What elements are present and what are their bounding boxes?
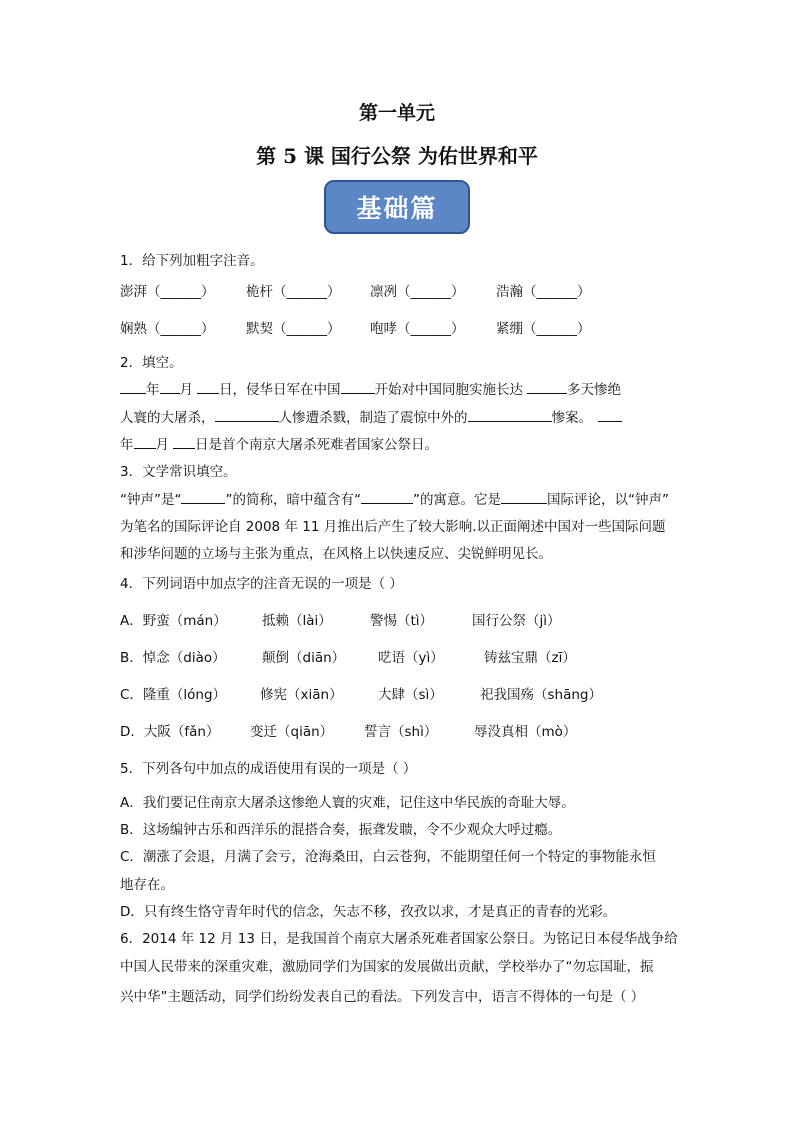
q3-text: ”的简称，暗中蕴含有“ <box>225 492 361 508</box>
q1-item: 桅杆（______） <box>246 284 341 300</box>
q4-option-a: A．野蛮（mán） <box>120 613 227 629</box>
q1-item: 咆哮（______） <box>370 321 465 337</box>
q4-option-d: 辱没真相（mò） <box>474 724 577 740</box>
q2-text: 惨案。 <box>551 410 592 426</box>
q4-option-d: 变迁（qiān） <box>250 724 334 740</box>
q6-line-2: 中国人民带来的深重灾难，激励同学们为国家的发展做出贡献，学校举办了“勿忘国耻，振 <box>120 959 654 975</box>
fill-blank[interactable] <box>527 379 567 394</box>
q5-option-c: C．潮涨了会退，月满了会亏，沧海桑田，白云苍狗，不能期望任何一个特定的事物能永恒 <box>120 849 656 865</box>
fill-blank[interactable] <box>501 489 547 504</box>
q2-line-3 <box>120 433 438 453</box>
q1-item: 紧绷（______） <box>496 321 591 337</box>
q2-text: 月 <box>179 382 193 398</box>
q3-text: “钟声”是“ <box>120 492 182 508</box>
fill-blank[interactable] <box>134 434 156 449</box>
q1-item: 澎湃（______） <box>120 284 215 300</box>
q5-option-d: D．只有终生恪守青年时代的信念，矢志不移，孜孜以求，才是真正的青春的光彩。 <box>120 904 617 920</box>
q3-stem: 3．文学常识填空。 <box>120 464 237 480</box>
q2-text: 人寰的大屠杀， <box>120 410 215 426</box>
q2-text: 开始对中国同胞实施长达 <box>374 382 523 398</box>
q1-item: 浩瀚（______） <box>496 284 591 300</box>
lesson-title: 第 5 课 国行公祭 为佑世界和平 <box>256 144 538 168</box>
q2-text: 多天惨绝 <box>567 382 621 398</box>
q2-text: 月 <box>155 437 169 453</box>
q5-option-b: B．这场编钟古乐和西洋乐的混搭合奏，振聋发聩，令不少观众大呼过瘾。 <box>120 822 562 838</box>
q4-stem: 4．下列词语中加点字的注音无误的一项是（ ） <box>120 576 403 592</box>
q5-option-c-cont: 地存在。 <box>120 877 174 893</box>
q2-text: 日，侵华日军在中国 <box>219 382 341 398</box>
q4-option-a: 抵赖（lài） <box>262 613 332 629</box>
fill-blank[interactable] <box>181 489 225 504</box>
q4-option-a: 国行公祭（jì） <box>472 613 561 629</box>
q5-option-a: A．我们要记住南京大屠杀这惨绝人寰的灾难，记住这中华民族的奇耻大辱。 <box>120 795 575 811</box>
fill-blank[interactable] <box>173 434 195 449</box>
q3-text: ”的寓意。它是 <box>412 492 501 508</box>
q1-item: 娴熟（______） <box>120 321 215 337</box>
q4-option-d: 誓言（shì） <box>364 724 438 740</box>
q3-line-1 <box>120 488 669 508</box>
q2-line-1 <box>120 378 621 398</box>
q4-option-b: 呓语（yì） <box>378 650 444 666</box>
fill-blank[interactable] <box>341 379 375 394</box>
q3-line-2: 为笔名的国际评论自 2008 年 11 月推出后产生了较大影响.以正面阐述中国对一些国际问题 <box>120 519 666 535</box>
q5-stem: 5．下列各句中加点的成语使用有误的一项是（ ） <box>120 761 417 777</box>
q2-text: 年 <box>120 437 134 453</box>
q2-text: 日是首个南京大屠杀死难者国家公祭日。 <box>195 437 438 453</box>
fill-blank[interactable] <box>160 379 180 394</box>
q4-option-a: 警惕（tì） <box>370 613 434 629</box>
unit-title: 第一单元 <box>358 102 435 124</box>
q4-option-b: B．悼念（diào） <box>120 650 226 666</box>
q3-line-3: 和涉华问题的立场与主张为重点，在风格上以快速反应、尖锐鲜明见长。 <box>120 546 552 562</box>
fill-blank[interactable] <box>361 489 413 504</box>
q4-option-c: 大肆（sì） <box>378 687 443 703</box>
q2-text: 人惨遭杀戮，制造了震惊中外的 <box>278 410 468 426</box>
section-badge-label: 基础篇 <box>356 194 438 223</box>
q4-option-c: 祀我国殇（shāng） <box>480 687 602 703</box>
q6-line-1: 6．2014 年 12 月 13 日，是我国首个南京大屠杀死难者国家公祭日。为铭记日本侵华战争给 <box>120 931 678 947</box>
fill-blank[interactable] <box>120 379 146 394</box>
q2-stem: 2．填空。 <box>120 355 183 371</box>
q3-text: 国际评论，以“钟声” <box>546 492 669 508</box>
q1-item: 凛冽（______） <box>370 284 465 300</box>
q4-option-c: C．隆重（lóng） <box>120 687 227 703</box>
fill-blank[interactable] <box>215 407 279 422</box>
q2-line-2 <box>120 406 622 426</box>
q4-option-b: 颠倒（diān） <box>262 650 346 666</box>
fill-blank[interactable] <box>197 379 219 394</box>
q2-text: 年 <box>146 382 160 398</box>
section-badge <box>324 180 470 234</box>
q4-option-b: 铸兹宝鼎（zī） <box>484 650 576 666</box>
q4-option-d: D．大阪（fǎn） <box>120 724 220 740</box>
q1-item: 默契（______） <box>246 321 341 337</box>
fill-blank[interactable] <box>598 407 622 422</box>
fill-blank[interactable] <box>468 407 552 422</box>
q6-line-3: 兴中华”主题活动，同学们纷纷发表自己的看法。下列发言中，语言不得体的一句是（ ） <box>120 989 645 1005</box>
q1-stem: 1．给下列加粗字注音。 <box>120 253 264 269</box>
q4-option-c: 修宪（xiān） <box>260 687 343 703</box>
